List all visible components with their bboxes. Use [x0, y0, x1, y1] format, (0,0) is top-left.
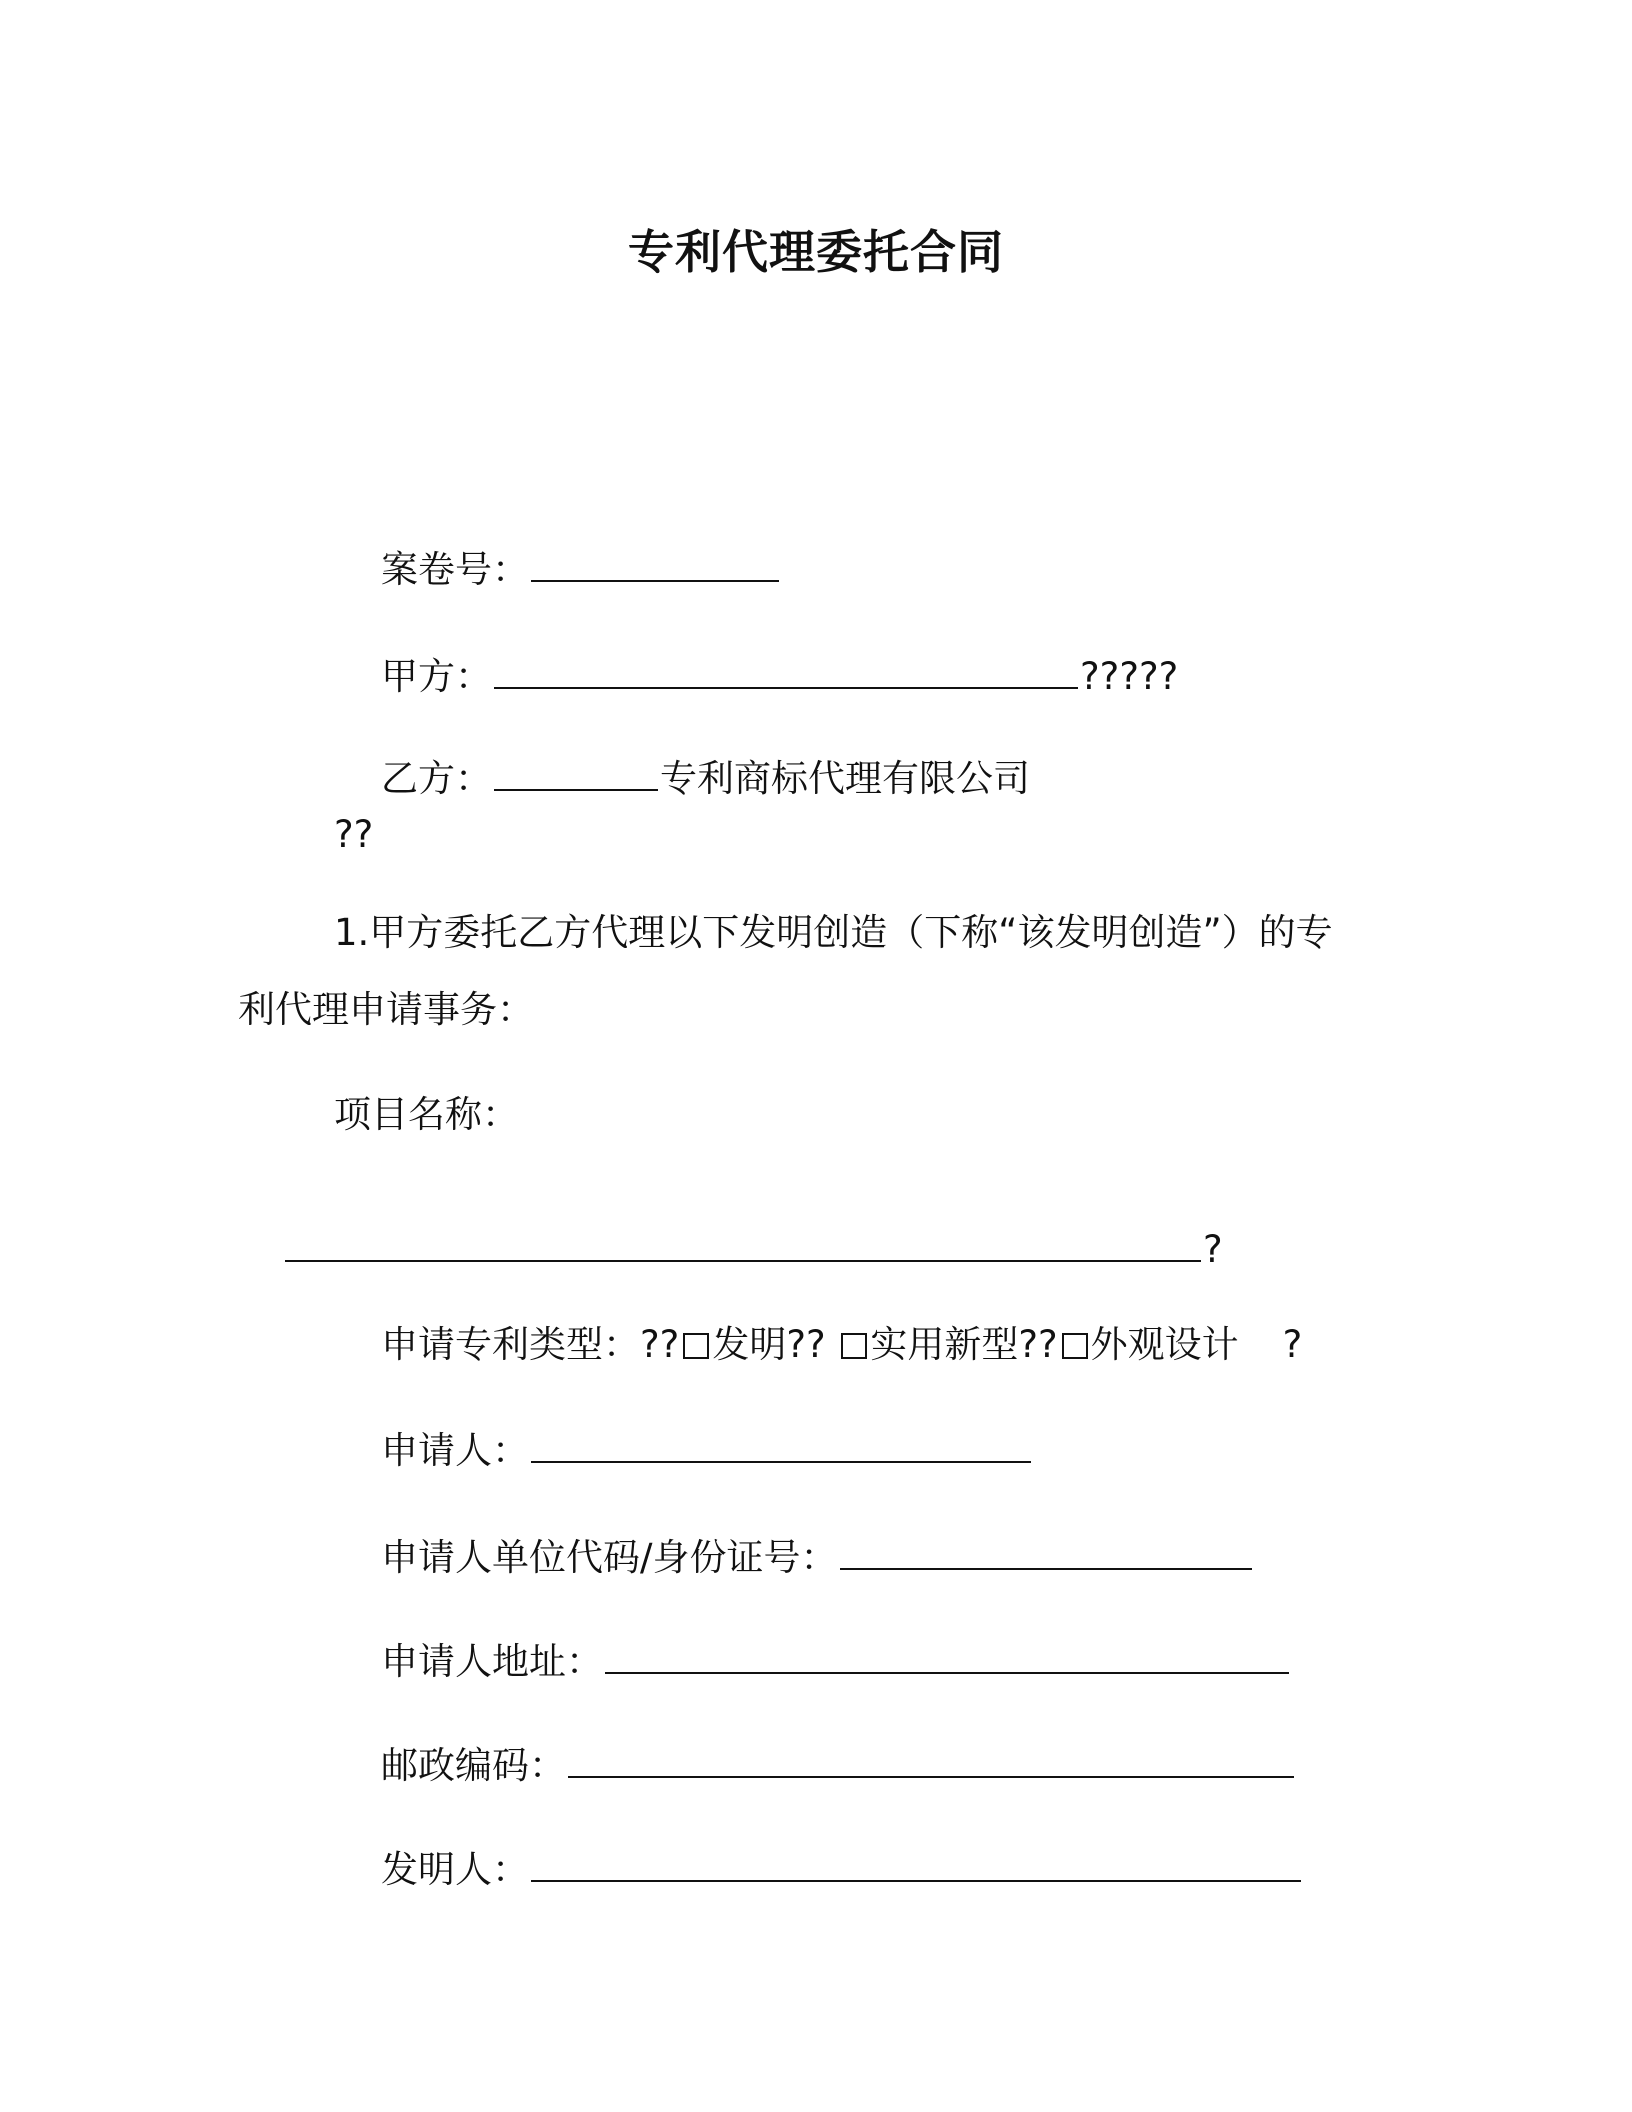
applicant-address-blank[interactable]: [605, 1636, 1289, 1674]
clause1-line1: 1.甲方委托乙方代理以下发明创造（下称“该发明创造”）的专: [334, 911, 1333, 954]
project-name-label: 项目名称：: [334, 1093, 519, 1136]
inventor-label: 发明人：: [381, 1848, 530, 1891]
inventor-blank[interactable]: [531, 1844, 1301, 1882]
postal-code-blank[interactable]: [568, 1740, 1294, 1778]
applicant-label: 申请人：: [381, 1429, 530, 1472]
project-name-blank[interactable]: [285, 1224, 1201, 1262]
postal-code-label: 邮政编码：: [381, 1744, 567, 1787]
option-design-label: 外观设计: [1090, 1323, 1239, 1366]
design-checkbox[interactable]: [1062, 1333, 1088, 1359]
utility-checkbox[interactable]: [841, 1333, 867, 1359]
patent-type-suffix: ?: [1282, 1323, 1303, 1366]
patent-type-label: 申请专利类型：??: [381, 1323, 680, 1366]
party-a-blank[interactable]: [494, 651, 1078, 689]
placeholder-line: ??: [334, 813, 374, 856]
applicant-id-blank[interactable]: [840, 1532, 1252, 1570]
clause1-line2: 利代理申请事务：: [238, 988, 534, 1031]
party-a-suffix: ?????: [1080, 655, 1179, 698]
option-utility-label: 实用新型??: [870, 1323, 1058, 1366]
project-name-suffix: ?: [1203, 1228, 1223, 1271]
applicant-id-label: 申请人单位代码/身份证号：: [381, 1536, 838, 1579]
party-b-label: 乙方：: [381, 757, 493, 800]
option-invention-label: 发明??: [712, 1323, 826, 1366]
case-number-blank[interactable]: [531, 544, 779, 582]
party-a-label: 甲方：: [381, 655, 493, 698]
inventor-row: [334, 1794, 1303, 1945]
party-b-row: [334, 703, 1030, 854]
document-title: 专利代理委托合同: [628, 225, 1004, 279]
invention-checkbox[interactable]: [683, 1333, 709, 1359]
applicant-address-label: 申请人地址：: [381, 1640, 604, 1683]
party-b-blank[interactable]: [494, 753, 658, 791]
case-number-label: 案卷号：: [381, 548, 530, 591]
party-b-suffix: 专利商标代理有限公司: [660, 757, 1031, 800]
applicant-blank[interactable]: [531, 1425, 1031, 1463]
